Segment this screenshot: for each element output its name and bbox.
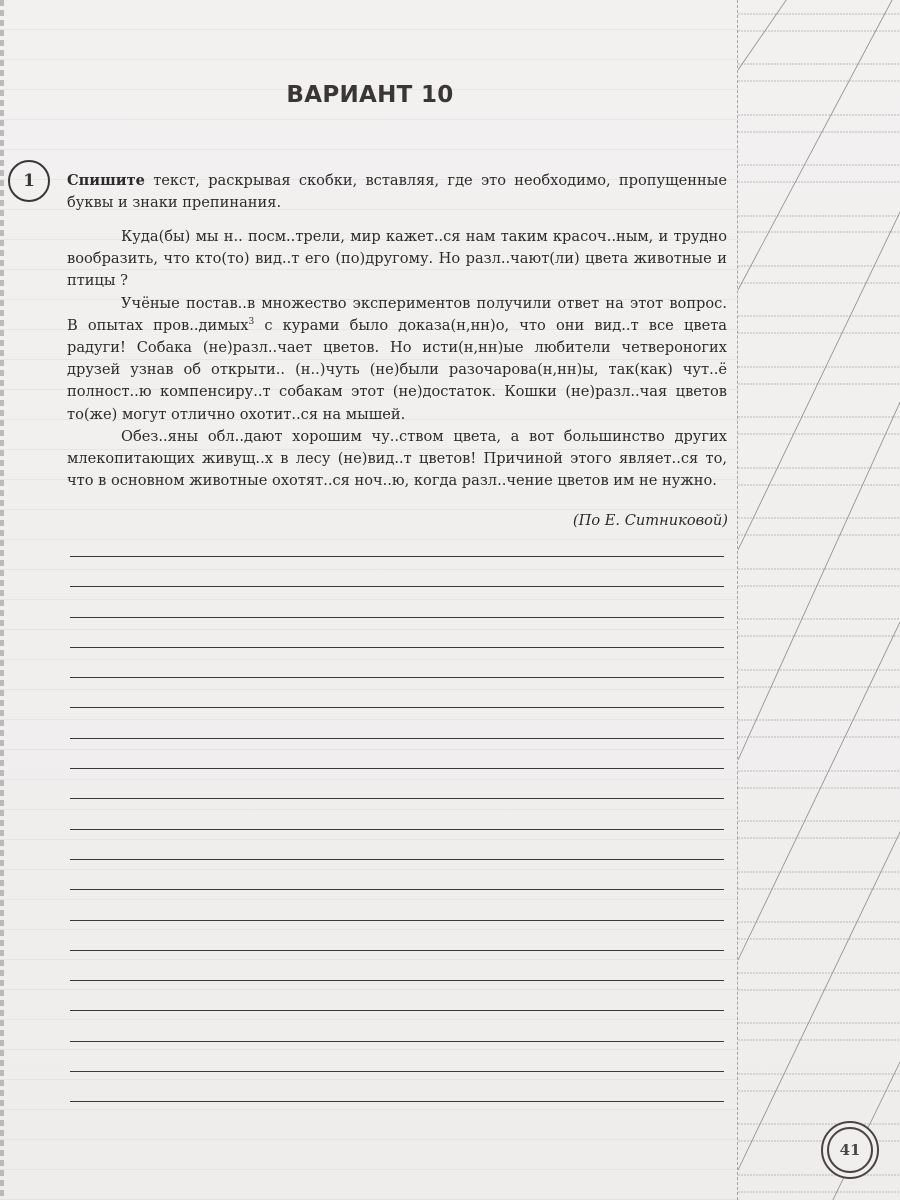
instruction-verb: Спишите [67,172,145,189]
page-number: 41 [839,1141,861,1159]
answer-line[interactable] [70,677,724,707]
answer-line[interactable] [70,586,724,616]
answer-writing-area[interactable] [70,556,724,1132]
margin-rules-graphic [738,0,900,1200]
answer-line[interactable] [70,1101,724,1131]
task-number: 1 [23,171,35,191]
text-paragraph-2-start: Учёные постав..в множество экспериментов получили ответ на этот вопрос. В опытах пров..димых [67,294,727,334]
answer-line[interactable] [70,738,724,768]
answer-line[interactable] [70,707,724,737]
answer-line[interactable] [70,950,724,980]
binding-edge [0,0,4,1200]
page-number-inner-ring [827,1127,873,1173]
text-paragraph-3: Обез..яны обл..дают хорошим чу..ством цвета, а вот большинство других млекопитающих живущ..х в лесу (не)вид..т цветов! Причиной этого являет..ся то, что в основном животные охотят..ся ноч..ю, когда разл..чение цветов им не нужно. [67,427,727,490]
answer-line[interactable] [70,647,724,677]
answer-line[interactable] [70,617,724,647]
answer-line[interactable] [70,1071,724,1101]
instruction-text: текст, раскрывая скобки, вставляя, где это необходимо, пропущенные буквы и знаки препинания. [67,172,727,211]
page-number-badge [821,1121,879,1179]
variant-title: ВАРИАНТ 10 [286,82,454,108]
text-paragraph-2-rest: с курами было доказа(н,нн)о, что они вид..т все цвета радуги! Собака (не)разл..чает цветов. Но исти(н,нн)ые любители четвероногих друзей узнав об открыти.. (н..)чуть (не)были разочарова(н,нн)ы, так(как) чут..ё полност..ю компенсиру..т собакам этот (не)достаток. Кошки (не)разл..чая цветов то(же) могут отлично охотит..ся на мышей. [67,316,727,423]
answer-line[interactable] [70,920,724,950]
task-instruction [67,170,727,214]
answer-line[interactable] [70,859,724,889]
answer-line[interactable] [70,798,724,828]
answer-line[interactable] [70,1041,724,1071]
task-number-badge [8,160,50,202]
answer-line[interactable] [70,556,724,586]
text-source-attribution: (По Е. Ситниковой) [572,512,728,529]
answer-line[interactable] [70,980,724,1010]
answer-line[interactable] [70,889,724,919]
answer-line[interactable] [70,768,724,798]
text-paragraph-1: Куда(бы) мы н.. посм..трели, мир кажет..ся нам таким красоч..ным, и трудно вообразить, что кто(то) вид..т его (по)другому. Но разл..чают(ли) цвета животные и птицы ? [67,228,727,290]
ruled-margin [737,0,900,1200]
text-paragraph-2 [67,293,727,426]
footnote-marker: 3 [248,316,255,327]
exercise-text [67,226,727,492]
answer-line[interactable] [70,829,724,859]
answer-line[interactable] [70,1010,724,1040]
